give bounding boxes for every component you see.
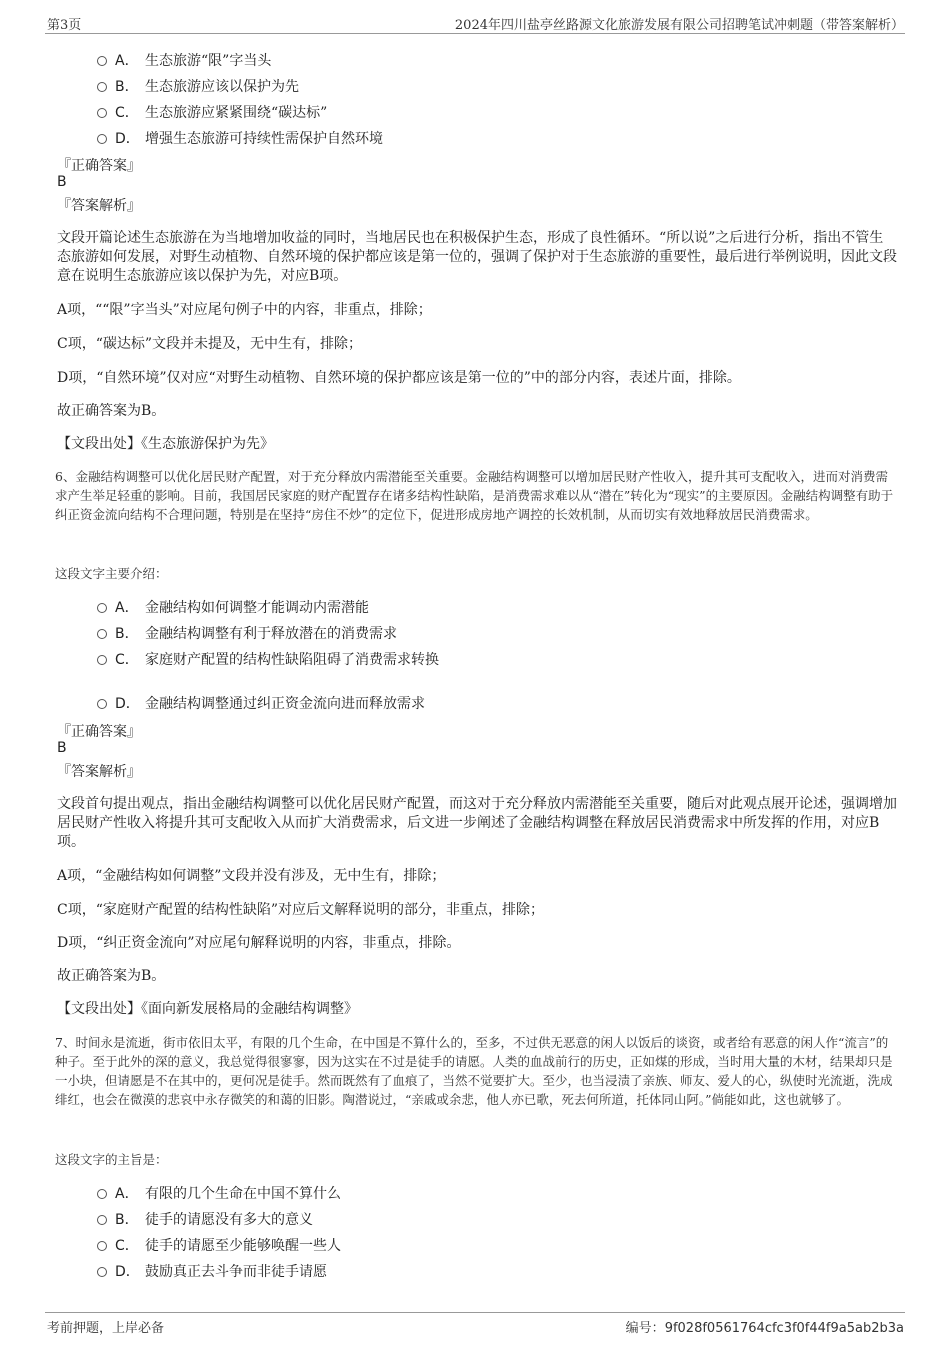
q7-stem: 7、时间永是流逝，街市依旧太平，有限的几个生命，在中国是不算什么的，至多，不过供无恶意的闲人以饭后的谈资，或者给有恶意的闲人作“流言”的种子。至于此外的深的意义，我总觉得很寥寥，因为这实在不过是徒手的请愿。人类的血战前行的历史，正如煤的形成，当时用大量的木材，结果却只是一小块，但请愿是不在其中的，更何况是徒手。然而既然有了血痕了，当然不觉要扩大。至少，也当浸渍了亲族、师友、爱人的心，纵使时光流逝，洗成绯红，也会在微漠的悲哀中永存微笑的和蔼的旧影。陶潜说过，“亲戚或余悲，他人亦已歌，死去何所道，托体同山阿。”倘能如此，这也就够了。	[55, 1035, 893, 1107]
document-title: 2024年四川盐亭丝路源文化旅游发展有限公司招聘笔试冲刺题（带答案解析）	[454, 18, 904, 33]
option-text: 生态旅游“限”字当头	[145, 53, 272, 69]
footer-slogan: 考前押题，上岸必备	[47, 1321, 165, 1336]
option-text: 家庭财产配置的结构性缺陷阻碍了消费需求转换	[145, 652, 439, 668]
q6-answer-label: 『正确答案』	[57, 724, 141, 740]
page-header	[0, 0, 950, 36]
q6-source: 【文段出处】《面向新发展格局的金融结构调整》	[57, 1001, 358, 1017]
option-letter: B．	[115, 79, 139, 95]
option-letter: D．	[115, 131, 140, 147]
radio-button[interactable]	[97, 82, 107, 92]
option-text: 徒手的请愿至少能够唤醒一些人	[145, 1238, 341, 1254]
footer-divider	[45, 1312, 905, 1313]
q6-analysis: 文段首句提出观点，指出金融结构调整可以优化居民财产配置，而这对于充分释放内需潜能至关重要，随后对此观点展开论述，强调增加居民财产性收入将提升其可支配收入从而扩大消费需求，后文进一步阐述了金融结构调整在释放居民消费需求中所发挥的作用，对应B项。	[57, 796, 897, 850]
option-letter: A．	[115, 1186, 139, 1202]
page-number: 第3页	[47, 18, 82, 33]
q5-answer: B	[57, 174, 67, 190]
q6-prompt: 这段文字主要介绍：	[55, 566, 168, 581]
option-text: 增强生态旅游可持续性需保护自然环境	[145, 131, 383, 147]
document-code	[626, 1317, 904, 1336]
radio-button[interactable]	[97, 134, 107, 144]
option-letter: C．	[115, 652, 139, 668]
radio-button[interactable]	[97, 699, 107, 709]
radio-button[interactable]	[97, 56, 107, 66]
q6-note-a: A项，“金融结构如何调整”文段并没有涉及，无中生有，排除；	[57, 868, 446, 884]
option-text: 生态旅游应该以保护为先	[145, 79, 299, 95]
q6-note-c: C项，“家庭财产配置的结构性缺陷”对应后文解释说明的部分，非重点，排除；	[57, 902, 545, 918]
q5-conclusion: 故正确答案为B。	[57, 403, 166, 419]
option-letter: C．	[115, 1238, 139, 1254]
radio-button[interactable]	[97, 655, 107, 665]
q5-note-a: A项，““限”字当头”对应尾句例子中的内容，非重点，排除；	[57, 302, 432, 318]
q6-answer: B	[57, 740, 67, 756]
radio-button[interactable]	[97, 629, 107, 639]
radio-button[interactable]	[97, 1267, 107, 1277]
header-divider	[45, 33, 905, 34]
option-letter: B．	[115, 1212, 139, 1228]
radio-button[interactable]	[97, 1215, 107, 1225]
option-text: 徒手的请愿没有多大的意义	[145, 1212, 313, 1228]
option-letter: B．	[115, 626, 139, 642]
option-text: 有限的几个生命在中国不算什么	[145, 1186, 341, 1202]
option-letter: C．	[115, 105, 139, 121]
option-text: 生态旅游应紧紧围绕“碳达标”	[145, 105, 328, 121]
option-text: 金融结构调整通过纠正资金流向进而释放需求	[145, 696, 425, 712]
code-label: 编号：	[625, 1321, 665, 1336]
q5-source: 【文段出处】《生态旅游保护为先》	[57, 436, 274, 452]
option-letter: A．	[115, 53, 139, 69]
radio-button[interactable]	[97, 1241, 107, 1251]
code-value: 9f028f0561764cfc3f0f44f9a5ab2b3a	[664, 1321, 904, 1336]
q7-prompt: 这段文字的主旨是：	[55, 1152, 168, 1167]
q6-note-d: D项，“纠正资金流向”对应尾句解释说明的内容，非重点，排除。	[57, 935, 461, 951]
radio-button[interactable]	[97, 603, 107, 613]
q6-analysis-label: 『答案解析』	[57, 764, 141, 780]
page-footer	[0, 1308, 950, 1345]
radio-button[interactable]	[97, 1189, 107, 1199]
q5-answer-label: 『正确答案』	[57, 158, 141, 174]
option-letter: A．	[115, 600, 139, 616]
q5-analysis-label: 『答案解析』	[57, 198, 141, 214]
q5-analysis: 文段开篇论述生态旅游在为当地增加收益的同时，当地居民也在积极保护生态，形成了良性循环。“所以说”之后进行分析，指出不管生态旅游如何发展，对野生动植物、自然环境的保护都应该是第一位的，强调了保护对于生态旅游的重要性，最后进行举例说明，因此文段意在说明生态旅游应该以保护为先，对应B项。	[57, 230, 897, 284]
option-text: 金融结构如何调整才能调动内需潜能	[145, 600, 369, 616]
option-text: 金融结构调整有利于释放潜在的消费需求	[145, 626, 397, 642]
q6-stem: 6、金融结构调整可以优化居民财产配置，对于充分释放内需潜能至关重要。金融结构调整可以增加居民财产性收入，提升其可支配收入，进而对消费需求产生举足轻重的影响。目前，我国居民家庭的财产配置存在诸多结构性缺陷，是消费需求难以从“潜在”转化为“现实”的主要原因。金融结构调整有助于纠正资金流向结构不合理问题，特别是在坚持“房住不炒”的定位下，促进形成房地产调控的长效机制，从而切实有效地释放居民消费需求。	[55, 469, 894, 522]
q6-conclusion: 故正确答案为B。	[57, 968, 166, 984]
q5-note-c: C项，“碳达标”文段并未提及，无中生有，排除；	[57, 336, 363, 352]
radio-button[interactable]	[97, 108, 107, 118]
option-letter: D．	[115, 1264, 140, 1280]
option-text: 鼓励真正去斗争而非徒手请愿	[145, 1264, 327, 1280]
option-letter: D．	[115, 696, 140, 712]
q5-note-d: D项，“自然环境”仅对应“对野生动植物、自然环境的保护都应该是第一位的”中的部分内容，表述片面，排除。	[57, 370, 741, 386]
